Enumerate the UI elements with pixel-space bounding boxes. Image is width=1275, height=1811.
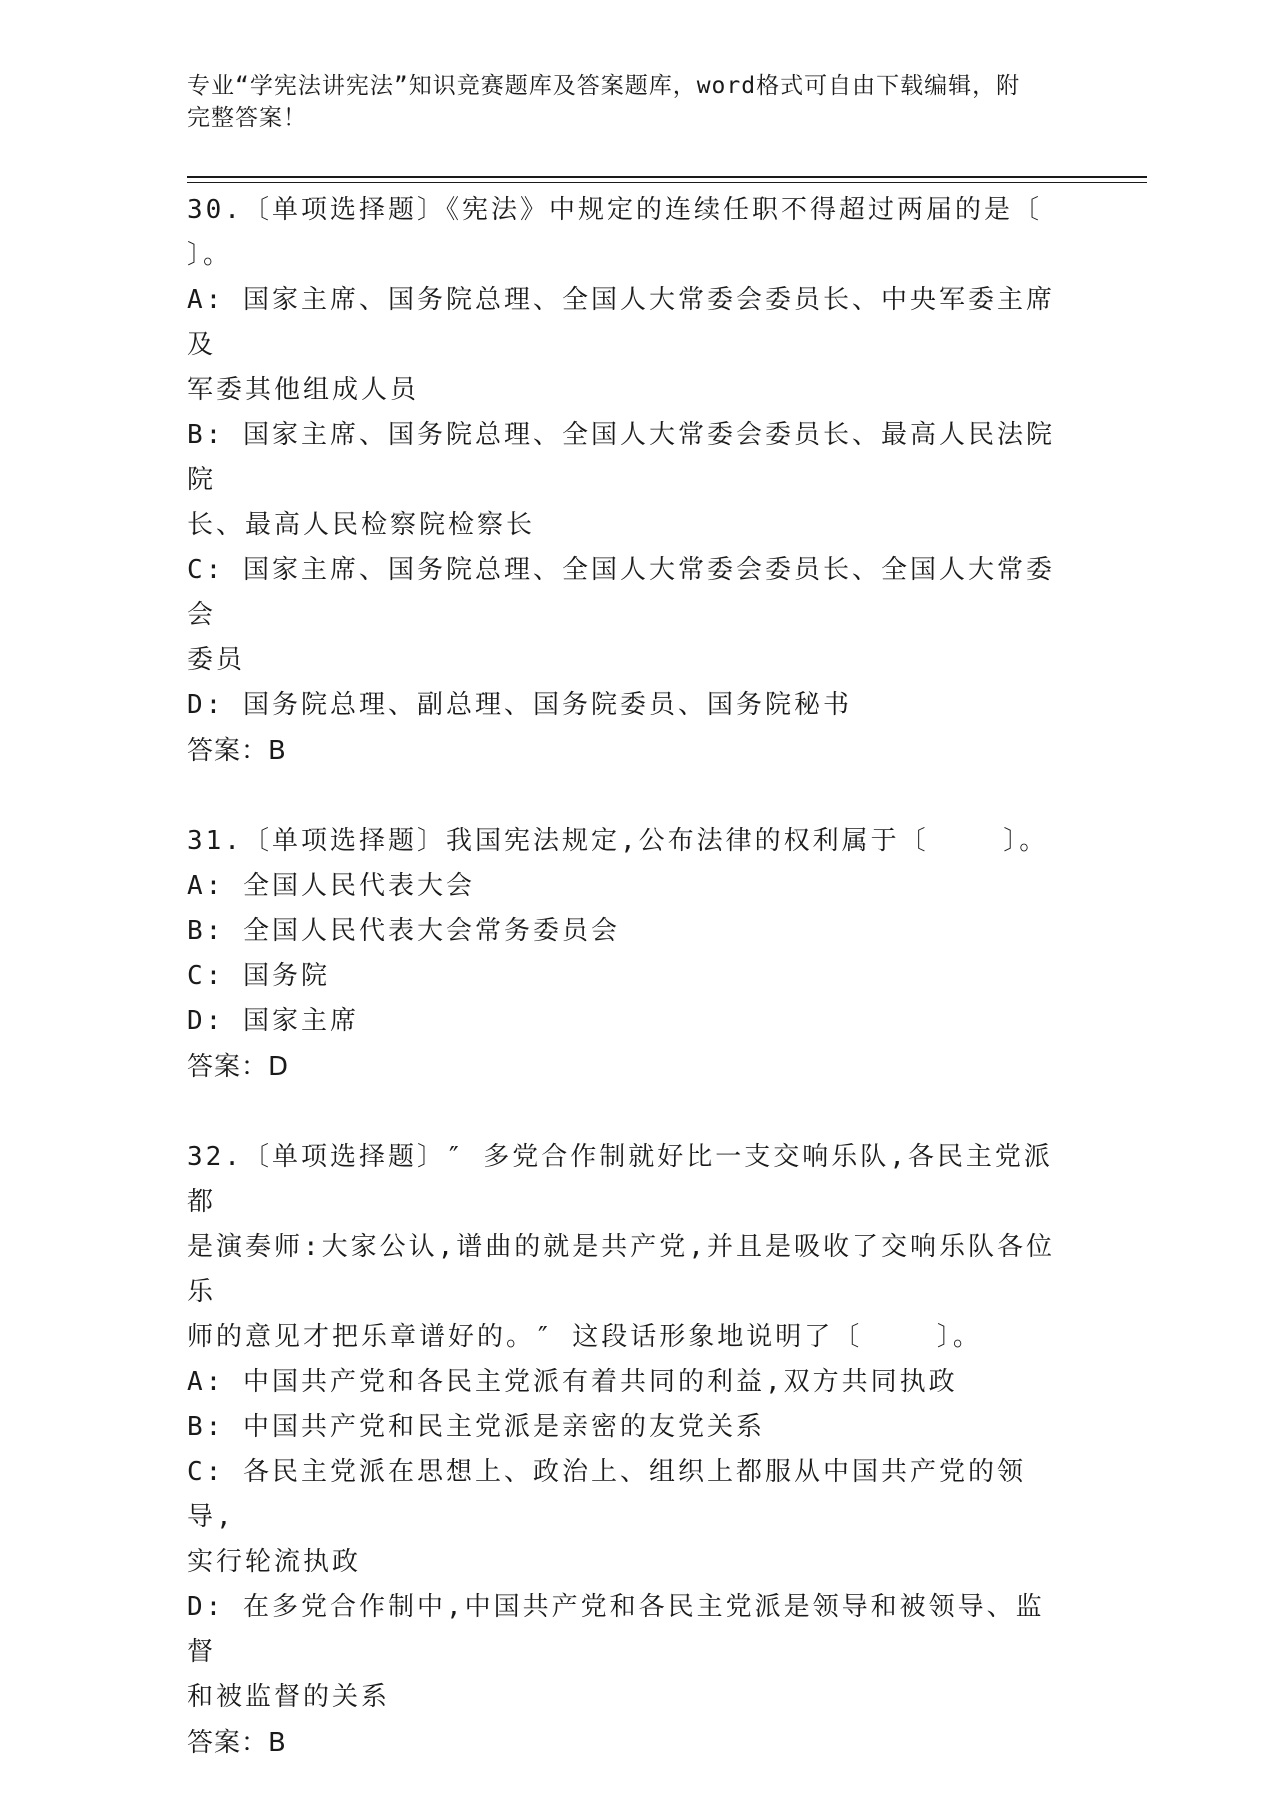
answer: 答案：D [187,1052,290,1082]
option-b [187,909,1067,954]
option-line: A: 中国共产党和各民主党派有着共同的利益,双方共同执政 [187,1367,958,1397]
question-stem-line: 30.〔单项选择题〕《宪法》中规定的连续任职不得超过两届的是〔 [187,195,1042,225]
option-line: C: 国务院 [187,961,330,991]
header-note-line: 完整答案！ [187,105,307,131]
option-c [187,548,1067,683]
question-stem-line: 31.〔单项选择题〕我国宪法规定,公布法律的权利属于〔 〕。 [187,826,1049,856]
option-line: 军委其他组成人员 [187,375,420,405]
header-divider-thick [187,176,1147,178]
option-d [187,683,1067,728]
question-30 [187,188,1067,774]
option-d [187,1585,1067,1720]
option-a [187,278,1067,413]
question-31 [187,819,1067,1090]
option-line: 实行轮流执政 [187,1547,362,1577]
question-stem-line: 〕。 [187,240,233,270]
header-note-line: 专业“学宪法讲宪法”知识竞赛题库及答案题库，word格式可自由下载编辑，附 [187,73,1021,99]
option-line: C: 各民主党派在思想上、政治上、组织上都服从中国共产党的领导, [187,1457,1026,1532]
option-d [187,999,1067,1044]
option-line: C: 国家主席、国务院总理、全国人大常委会委员长、全国人大常委会 [187,555,1055,630]
option-line: 和被监督的关系 [187,1682,391,1712]
question-stem-line: 32.〔单项选择题〕″ 多党合作制就好比一支交响乐队,各民主党派都 [187,1142,1053,1217]
header-note [187,70,1067,134]
option-c [187,1450,1067,1585]
option-line: B: 中国共产党和民主党派是亲密的友党关系 [187,1412,765,1442]
question-32 [187,1135,1067,1766]
option-b [187,413,1067,548]
option-line: A: 全国人民代表大会 [187,871,475,901]
option-a [187,864,1067,909]
option-b [187,1405,1067,1450]
answer: 答案：B [187,736,287,766]
option-line: B: 国家主席、国务院总理、全国人大常委会委员长、最高人民法院院 [187,420,1055,495]
option-a [187,1360,1067,1405]
option-c [187,954,1067,999]
answer: 答案：B [187,1728,287,1758]
question-list [187,188,1067,1811]
question-stem-line: 师的意见才把乐章谱好的。″ 这段话形象地说明了〔 〕。 [187,1322,982,1352]
option-line: A: 国家主席、国务院总理、全国人大常委会委员长、中央军委主席及 [187,285,1055,360]
option-line: D: 在多党合作制中,中国共产党和各民主党派是领导和被领导、监督 [187,1592,1045,1667]
header-divider-thin [187,182,1147,183]
option-line: 长、最高人民检察院检察长 [187,510,536,540]
option-line: D: 国务院总理、副总理、国务院委员、国务院秘书 [187,690,852,720]
option-line: 委员 [187,645,246,675]
option-line: B: 全国人民代表大会常务委员会 [187,916,620,946]
option-line: D: 国家主席 [187,1006,359,1036]
question-stem-line: 是演奏师:大家公认,谱曲的就是共产党,并且是吸收了交响乐队各位乐 [187,1232,1055,1307]
